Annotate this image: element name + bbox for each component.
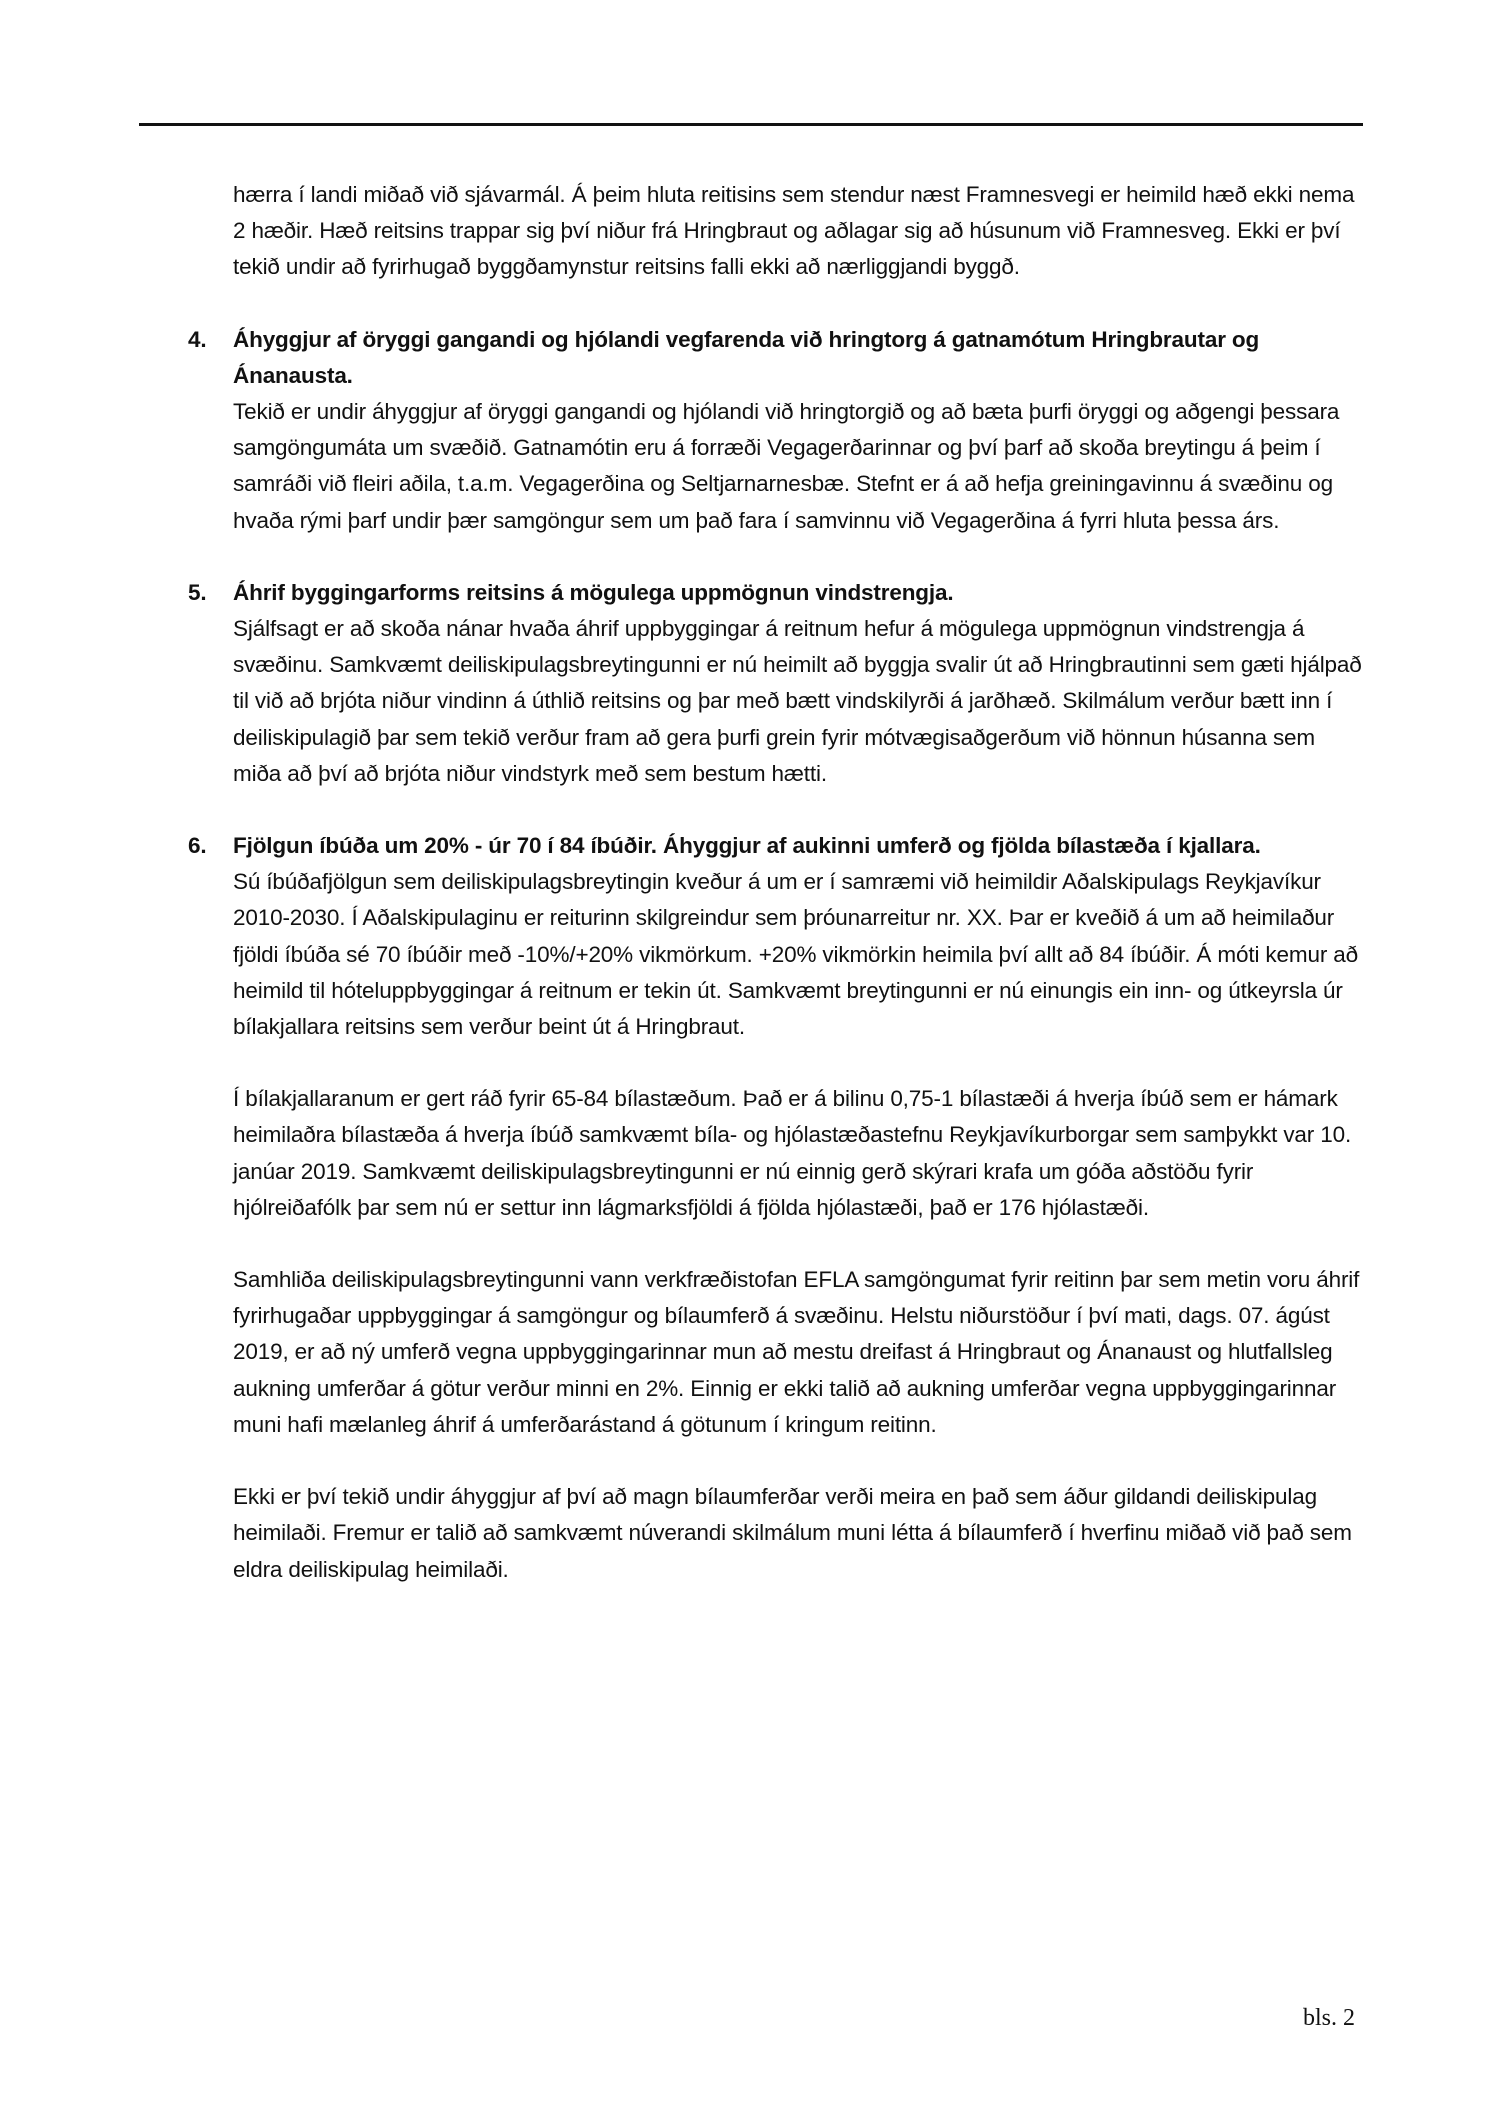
document-body [188,177,1363,1624]
list-item-6 [188,828,1363,1045]
item-number: 6. [188,833,207,859]
list-item-4 [188,322,1363,539]
item-number: 5. [188,579,207,605]
item-title: Áhrif byggingarforms reitsins á mögulega uppmögnun vindstrengja. [233,579,954,605]
item-title: Fjölgun íbúða um 20% - úr 70 í 84 íbúðir. Áhyggjur af aukinni umferð og fjölda bílastæða í kjallara. [233,833,1261,859]
item-body: Sú íbúðafjölgun sem deiliskipulagsbreytingin kveður á um er í samræmi við heimildir Aðalskipulags Reykjavíkur 2010-2030. Í Aðalskipulaginu er reiturinn skilgreindur sem þróunarreitur nr. XX. Þar er kveðið á um að heimilaður fjöldi íbúða sé 70 íbúðir með -10%/+20% vikmörkum. +20% vikmörkin heimila því allt að 84 íbúðir. Á móti kemur að heimild til hóteluppbyggingar á reitnum er tekin út. Samkvæmt breytingunni er nú einungis ein inn- og útkeyrsla úr bílakjallara reitsins sem verður beint út á Hringbraut. [233,869,1358,1040]
item-body: Sjálfsagt er að skoða nánar hvaða áhrif uppbyggingar á reitnum hefur á mögulega uppmögnun vindstrengja á svæðinu. Samkvæmt deiliskipulagsbreytingunni er nú heimilt að byggja svalir út að Hringbrautinni sem gæti hjálpað til við að brjóta niður vindinn á úthlið reitsins og þar með bætt vindskilyrði á jarðhæð. Skilmálum verður bætt inn í deiliskipulagið þar sem tekið verður fram að gera þurfi grein fyrir mótvægisaðgerðum við hönnun húsanna sem miða að því að brjóta niður vindstyrk með sem bestum hætti. [233,616,1362,786]
page-number: bls. 2 [1303,2005,1356,2031]
item-body: Tekið er undir áhyggjur af öryggi gangandi og hjólandi við hringtorgið og að bæta þurfi öryggi og aðgengi þessara samgöngumáta um svæðið. Gatnamótin eru á forræði Vegagerðarinnar og því þarf að skoða breytingu á þeim í samráði við fleiri aðila, t.a.m. Vegagerðina og Seltjarnarnesbæ. Stefnt er á að hefja greiningavinnu á svæðinu og hvaða rými þarf undir þær samgöngur sem um það fara í samvinnu við Vegagerðina á fyrri hluta þessa árs. [233,399,1340,533]
parking-paragraph: Í bílakjallaranum er gert ráð fyrir 65-84 bílastæðum. Það er á bilinu 0,75-1 bílastæði á hverja íbúð sem er hámark heimilaðra bílastæða á hverja íbúð samkvæmt bíla- og hjólastæðastefnu Reykjavíkurborgar sem samþykkt var 10. janúar 2019. Samkvæmt deiliskipulagsbreytingunni er nú einnig gerð skýrari krafa um góða aðstöðu fyrir hjólreiðafólk þar sem nú er settur inn lágmarksfjöldi á fjölda hjólastæði, það er 176 hjólastæði. [233,1086,1352,1220]
conclusion-paragraph: Ekki er því tekið undir áhyggjur af því að magn bílaumferðar verði meira en það sem áður gildandi deiliskipulag heimilaði. Fremur er talið að samkvæmt núverandi skilmálum muni létta á bílaumferð í hverfinu miðað við það sem eldra deiliskipulag heimilaði. [233,1484,1352,1582]
list-item-5 [188,575,1363,792]
item-number: 4. [188,326,207,352]
intro-paragraph: hærra í landi miðað við sjávarmál. Á þeim hluta reitisins sem stendur næst Framnesvegi er heimild hæð ekki nema 2 hæðir. Hæð reitsins trappar sig því niður frá Hringbraut og aðlagar sig að húsunum við Framnesveg. Ekki er því tekið undir að fyrirhugað byggðamynstur reitsins falli ekki að nærliggjandi byggð. [233,182,1355,280]
item-title: Áhyggjur af öryggi gangandi og hjólandi vegfarenda við hringtorg á gatnamótum Hringbrautar og Ánanausta. [233,326,1260,388]
header-rule [139,123,1363,126]
traffic-assessment-paragraph: Samhliða deiliskipulagsbreytingunni vann verkfræðistofan EFLA samgöngumat fyrir reitinn þar sem metin voru áhrif fyrirhugaðar uppbyggingar á samgöngur og bílaumferð á svæðinu. Helstu niðurstöður í því mati, dags. 07. ágúst 2019, er að ný umferð vegna uppbyggingarinnar mun að mestu dreifast á Hringbraut og Ánanaust og hlutfallsleg aukning umferðar á götur verður minni en 2%. Einnig er ekki talið að aukning umferðar vegna uppbyggingarinnar muni hafi mælanleg áhrif á umferðarástand á götunum í kringum reitinn. [233,1267,1360,1437]
